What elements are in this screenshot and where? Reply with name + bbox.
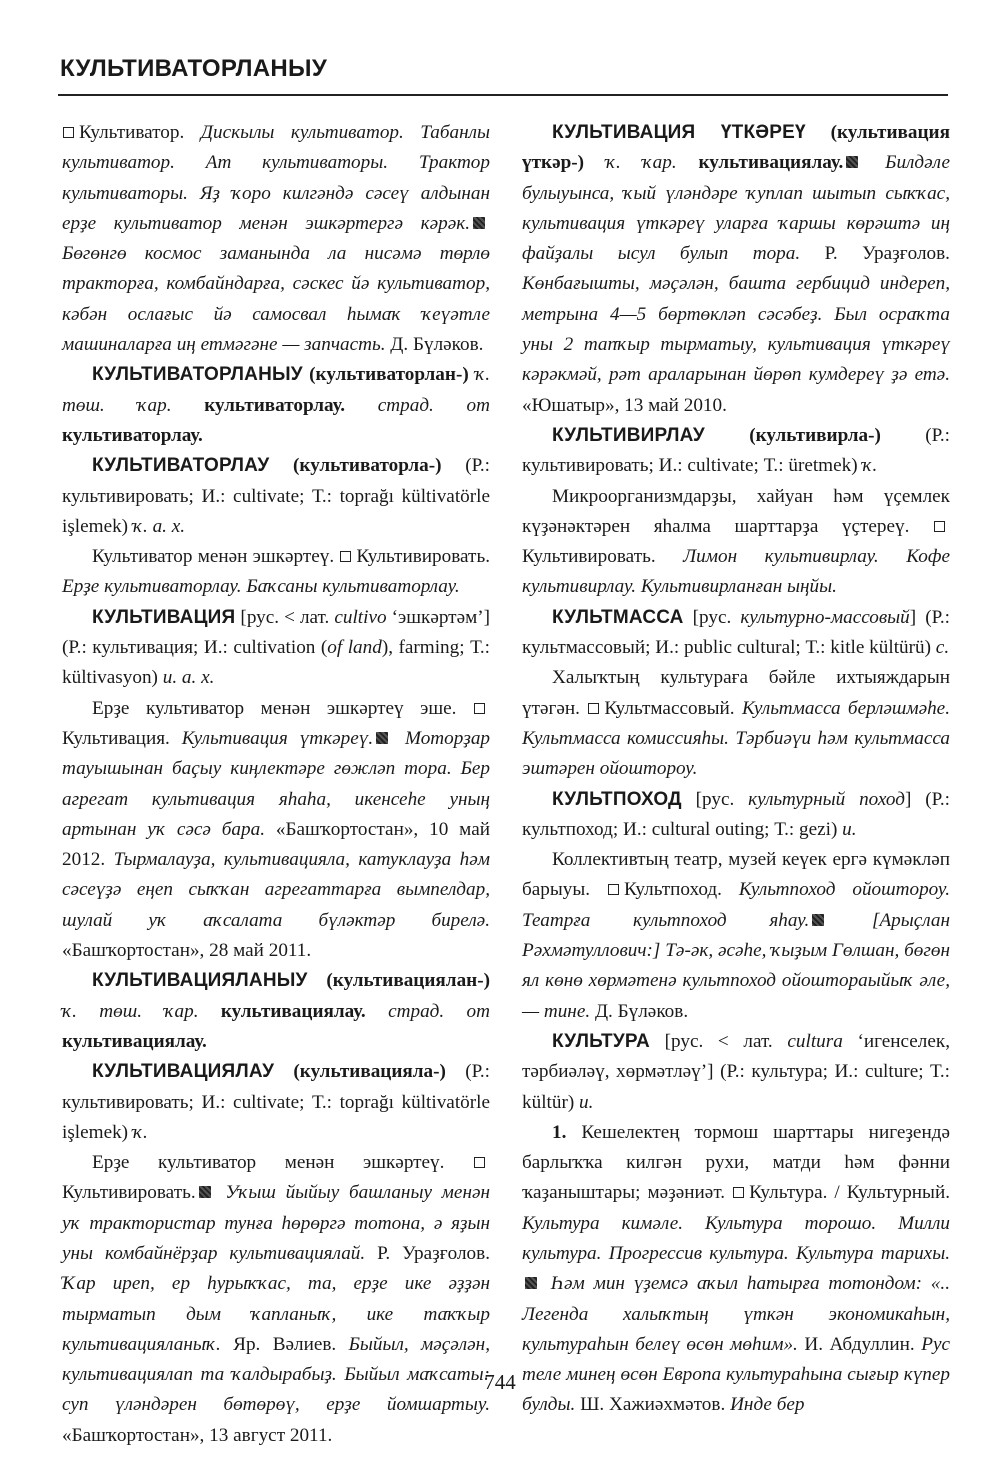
translation-text: Культивировать. xyxy=(356,546,490,568)
grammar-label: ҡ. xyxy=(862,455,878,477)
definition-text: Кешелектең тормош шарттары нигеҙендә барлыҡҡа килгән рухи, матди һәм фәнни ҡаҙаныштары; мәҙәниәт. xyxy=(522,1121,950,1204)
stem-form: (культивация үткәр-) xyxy=(522,122,950,174)
quote-text: Уҡыш йыйыу башланыу менән уҡ трактористар тунға һөрөргә тотона, ә яҙын уны комбайнёрҙар культивациялай. xyxy=(62,1182,490,1264)
translation-text: Культивация. xyxy=(62,727,182,749)
equivalents: (Р.: культивировать; И.: cultivate; Т.: üretmek) xyxy=(522,424,950,477)
entry-headword-line xyxy=(522,118,950,421)
stem-form: (культивацияла-) xyxy=(274,1061,446,1083)
translation-text: Культмассовый. xyxy=(604,697,742,719)
grammar-label: ҡ. а. х. xyxy=(132,515,186,537)
entry-paragraph xyxy=(62,1148,490,1451)
translation-text: Культура. / Культурный. xyxy=(749,1182,951,1204)
example-text: Дискылы культиватор. Табанлы культиватор. Ат культиваторы. Трактор культиваторы. Яҙ ҡоро килгәндә сәсеү алдынан ерҙе культиватор менән эшкәртергә кәрәк. xyxy=(62,122,490,234)
entry-paragraph xyxy=(62,118,490,360)
stem-form: (культиваторла-) xyxy=(269,455,442,477)
entry-headword-line xyxy=(62,360,490,451)
example-text: Культура кимәле. Культура торошо. Милли культура. Прогрессив культура. Культура тарихы. xyxy=(522,1212,950,1264)
headword: КУЛЬТМАССА xyxy=(552,606,684,628)
quote-source: «Юшатыр», 13 май 2010. xyxy=(522,394,727,416)
grammar-label: с. xyxy=(935,637,950,659)
etymology-source: культурный поход xyxy=(748,788,905,810)
entry-headword-line xyxy=(522,421,950,482)
definition-text: Ерҙе культиватор менән эшкәртеү эше. xyxy=(92,697,473,719)
headword: КУЛЬТИВАТОРЛАУ xyxy=(92,455,270,477)
quote-source: Д. Бүләков. xyxy=(590,1000,689,1022)
grammar-label: ҡ. төш. ҡар. xyxy=(62,364,490,416)
quote-marker-icon xyxy=(812,914,824,926)
etymology-latin: cultura xyxy=(787,1030,843,1052)
quote-source: Р. Ураҙғолов. xyxy=(365,1242,490,1264)
quote-source: Р. Ураҙғолов. xyxy=(800,243,950,265)
quote-source: Яр. Вәлиев. xyxy=(220,1333,349,1355)
headword: КУЛЬТИВАЦИЯЛАНЫУ xyxy=(92,970,308,992)
grammar-label: страд. от xyxy=(377,394,490,416)
definition-text: Ерҙе культиватор менән эшкәртеү. xyxy=(92,1152,473,1174)
equivalents: ‘игенселек, тәрбиәләү, хөрмәтләү’] (Р.: культура; И.: culture; Т.: kültür) xyxy=(522,1030,950,1113)
quote-source: И. Абдуллин. xyxy=(797,1333,922,1355)
entry-headword-line xyxy=(62,966,490,1057)
entry-headword-line xyxy=(522,603,950,664)
example-text: Лимон культивирлау. Кофе культивирлау. Культивирланған ыңйы. xyxy=(522,546,950,598)
cross-reference: культивациялау. xyxy=(198,1000,389,1022)
entry-headword-line xyxy=(62,603,490,694)
sense-number: 1. xyxy=(552,1121,567,1143)
translation-text: Культпоход. xyxy=(624,879,739,901)
headword: КУЛЬТИВИРЛАУ xyxy=(552,424,705,446)
square-marker-icon xyxy=(474,1157,485,1168)
equivalents: ‘эшкәртәм’] (Р.: культивация; И.: cultivation ( xyxy=(62,606,491,659)
grammar-label: ҡ. xyxy=(132,1121,148,1143)
cross-reference: культиваторлау. xyxy=(62,424,203,446)
equivalents: ), farming; Т.: kültivasyon) xyxy=(62,637,491,689)
stem-form: (культиваторлан-) xyxy=(302,364,476,386)
quote-text: [Арыҫлан Рәхмәтуллович:] Тә-әк, әсәһе, ҡыҙым Гөлшан, бөгөн ял көнө хөрмәтенә культпоход ойоштораыйыҡ әле, — тине. xyxy=(522,909,951,1022)
equivalents: (Р.: культивировать; И.: cultivate; Т.: toprağı kültivatörle işlemek) xyxy=(62,455,490,537)
square-marker-icon xyxy=(340,551,351,562)
etymology: [рус. < лат. xyxy=(649,1030,788,1052)
headword: КУЛЬТИВАЦИЯЛАУ xyxy=(92,1061,275,1083)
quote-text: Һәм мин үҙемсә аҡыл һатырға тотондом: «.. Легенда халыҡтың үткән экономикаһын, культураһын белеү өсөн мөһим». xyxy=(522,1273,950,1355)
translation-text: Культивировать. xyxy=(62,1182,196,1204)
quote-text: Тырмалауҙа, культивацияла, катуклауҙа һәм сәсеүҙә еңеп сыҡҡан агрегаттарға вымпелдар, шулай уҡ аҡсалата бүләктәр бирелә. xyxy=(62,849,491,931)
headword: КУЛЬТИВАЦИЯ xyxy=(92,606,236,628)
quote-source: Д. Бүләков. xyxy=(385,334,484,356)
definition-text: Халыҡтың культураға бәйле ихтыяждарын үтәгән. xyxy=(522,667,950,719)
entry-paragraph xyxy=(522,663,950,784)
headword: КУЛЬТИВАТОРЛАНЫУ xyxy=(92,364,303,386)
quote-source: «Башҡортостан», 13 август 2011. xyxy=(62,1424,333,1446)
header-rule xyxy=(58,94,948,96)
running-head: КУЛЬТИВАТОРЛАНЫУ xyxy=(60,55,328,82)
square-marker-icon xyxy=(608,884,619,895)
square-marker-icon xyxy=(474,703,485,714)
etymology-source: культурно-массовый xyxy=(740,606,910,628)
square-marker-icon xyxy=(63,127,74,138)
example-text: Ерҙе культиваторлау. Баҡсаны культиваторлау. xyxy=(62,576,460,598)
quote-marker-icon xyxy=(199,1186,211,1198)
square-marker-icon xyxy=(588,703,599,714)
quote-text: Ҡар иреп, ер һурыҡҡас, та, ерҙе ике әҙҙән тырматып дым ҡапланыҡ, ике таҡҡыр культивацияланыҡ. xyxy=(62,1273,490,1355)
entry-paragraph xyxy=(62,694,490,967)
headword: КУЛЬТУРА xyxy=(552,1030,650,1052)
grammar-label: страд. от xyxy=(388,1000,490,1022)
etymology: [рус. xyxy=(681,788,749,810)
etymology: [рус. xyxy=(683,606,741,628)
grammar-label: и. xyxy=(579,1091,594,1113)
quote-source: Ш. Хажиәхмәтов. xyxy=(575,1394,731,1416)
quote-marker-icon xyxy=(846,156,858,168)
entry-headword-line xyxy=(522,785,950,846)
translation-text: Культиватор. xyxy=(79,122,201,143)
definition-text: Культиватор менән эшкәртеү. xyxy=(92,546,340,568)
entry-paragraph xyxy=(62,542,490,603)
headword: КУЛЬТИВАЦИЯ ҮТКӘРЕҮ xyxy=(552,122,806,143)
example-text: Культмасса берләшмәһе. Культмасса комиссияһы. Тәрбиәүи һәм культмасса эштәрен ойоштороу. xyxy=(522,697,950,780)
entry-paragraph xyxy=(522,482,950,603)
quote-marker-icon xyxy=(376,732,388,744)
quote-source: «Башҡортостан», 28 май 2011. xyxy=(62,940,312,962)
quote-text: Рус теле минең өсөн Европа культураһына сығыр күпер булды. xyxy=(522,1333,950,1416)
cross-reference: культивациялау. xyxy=(676,152,844,174)
square-marker-icon xyxy=(934,521,945,532)
left-column xyxy=(62,118,490,1451)
stem-form: (культивациялан-) xyxy=(307,970,490,992)
equivalents: (Р.: культивировать; И.: cultivate; Т.: toprağı kültivatörle işlemek) xyxy=(62,1061,490,1143)
page-number: 744 xyxy=(484,1370,516,1394)
etymology: [рус. < лат. xyxy=(235,606,335,628)
grammar-label: и. а. х. xyxy=(162,667,215,689)
definition-text: Микроорганизмдарҙы, хайуан һәм үҫемлек күҙәнәктәрен яһалма шарттарҙа үҫтереү. xyxy=(522,485,950,537)
cross-reference: культивациялау. xyxy=(62,1030,207,1052)
quote-marker-icon xyxy=(525,1277,537,1289)
square-marker-icon xyxy=(733,1187,744,1198)
cross-reference: культиваторлау. xyxy=(171,394,378,416)
entry-headword-line xyxy=(62,1057,490,1148)
definition-text: Коллективтың театр, музей кеүек ергә күмәкләп барыуы. xyxy=(522,849,950,901)
grammar-label: ҡ. төш. ҡар. xyxy=(62,1000,199,1022)
example-text: Культивация үткәреү. xyxy=(181,727,374,749)
etymology-latin: cultivo xyxy=(334,606,387,628)
entry-headword-line xyxy=(522,1027,950,1118)
quote-source: «Башҡортостан», 10 май 2012. xyxy=(62,818,490,871)
quote-text: Билдәле булыуынса, ҡый үләндәре ҡуплап шытып сыҡҡас, культивация үткәреү уларға ҡаршы көрәштә иң файҙалы ысул булып тора. xyxy=(522,152,950,265)
quote-text: Моторҙар тауышынан баҫыу киңлектәре гөжләп тора. Бер агрегат культивация яһаһа, икенсеһе уның артынан уҡ сәсә бара. xyxy=(62,727,491,840)
quote-marker-icon xyxy=(473,217,485,229)
equivalents: ] (Р.: культмассовый; И.: public cultural; Т.: kitle kültürü) xyxy=(522,606,950,659)
quote-text: Быйыл, мәҫәлән, культивациялап та ҡалдырабыҙ. Быйыл маҡсаты: суп үләндәрен бөтөрөү, ерҙе йомшартыу. xyxy=(62,1333,490,1416)
right-column xyxy=(522,118,950,1421)
headword: КУЛЬТПОХОД xyxy=(552,788,682,810)
equivalents-italic: of land xyxy=(327,637,382,659)
stem-form: (культивирла-) xyxy=(704,424,881,446)
grammar-label: и. xyxy=(842,818,857,840)
example-text: Культпоход ойоштороу. Театрға культпоход яһау. xyxy=(522,879,950,931)
grammar-label: ҡ. ҡар. xyxy=(605,152,677,174)
entry-paragraph xyxy=(522,845,950,1027)
translation-text: Культивировать. xyxy=(522,546,684,568)
quote-text: Бөгөнгө космос заманында ла нисәмә төрлө тракторға, комбайндарға, сәскес йә культиватор, кәбән ослағыс йә самосвал һымаҡ ҡеүәтле машиналарға иң етмәгәне — запчасть. xyxy=(62,243,490,356)
entry-headword-line xyxy=(62,451,490,542)
quote-text: Көнбағышты, мәҫәлән, башта гербицид индереп, метрына 4—5 бөртөкләп сәсәбеҙ. Был осраҡта уны 2 тапҡыр тырматыу, культивация үткәреү кәрәкмәй, рәт араларынан йөрөп кумдереү ҙә етә. xyxy=(522,273,950,386)
equivalents: ] (Р.: культпоход; И.: cultural outing; Т.: gezi) xyxy=(522,788,950,840)
quote-text: Инде бер xyxy=(730,1394,805,1416)
